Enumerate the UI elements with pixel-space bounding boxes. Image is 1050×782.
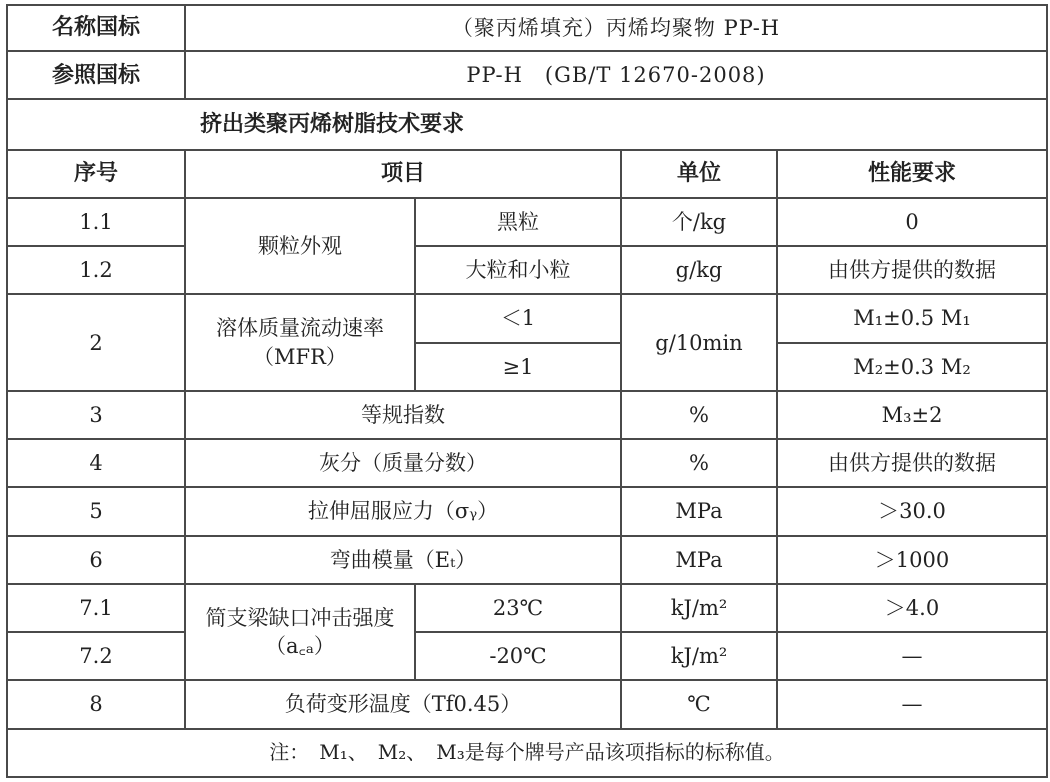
row-no: 4 bbox=[7, 439, 185, 487]
row-no: 3 bbox=[7, 391, 185, 439]
name-label: 名称国标 bbox=[7, 5, 185, 51]
row-no: 1.1 bbox=[7, 198, 185, 246]
row-unit: g/kg bbox=[621, 246, 777, 294]
row-req: 由供方提供的数据 bbox=[777, 246, 1047, 294]
table-row bbox=[7, 487, 1047, 535]
table-row bbox=[7, 584, 1047, 632]
row-no: 6 bbox=[7, 536, 185, 584]
table-row bbox=[7, 246, 1047, 294]
row-sub: ≥1 bbox=[415, 343, 621, 391]
row-unit: g/10min bbox=[621, 294, 777, 391]
name-value: （聚丙烯填充）丙烯均聚物 PP-H bbox=[185, 5, 1047, 51]
row-req: 由供方提供的数据 bbox=[777, 439, 1047, 487]
table-row bbox=[7, 680, 1047, 728]
ref-label: 参照国标 bbox=[7, 51, 185, 99]
table-note: 注： M₁、 M₂、 M₃是每个牌号产品该项指标的标称值。 bbox=[7, 729, 1047, 777]
header-unit: 单位 bbox=[621, 150, 777, 198]
header-no: 序号 bbox=[7, 150, 185, 198]
row-unit: kJ/m² bbox=[621, 584, 777, 632]
row-group: 简支梁缺口冲击强度（a꜀ₐ） bbox=[185, 584, 415, 681]
section-title: 挤出类聚丙烯树脂技术要求 bbox=[7, 99, 1047, 149]
table-row bbox=[7, 198, 1047, 246]
spec-table bbox=[6, 4, 1048, 778]
row-req: ＞30.0 bbox=[777, 487, 1047, 535]
row-sub: 大粒和小粒 bbox=[415, 246, 621, 294]
row-sub: 黑粒 bbox=[415, 198, 621, 246]
ref-value: PP-H (GB/T 12670-2008) bbox=[185, 51, 1047, 99]
row-no: 7.2 bbox=[7, 632, 185, 680]
table-row bbox=[7, 632, 1047, 680]
row-unit: % bbox=[621, 391, 777, 439]
row-item: 灰分（质量分数） bbox=[185, 439, 621, 487]
row-no: 5 bbox=[7, 487, 185, 535]
header-req: 性能要求 bbox=[777, 150, 1047, 198]
row-sub: 23℃ bbox=[415, 584, 621, 632]
row-unit: % bbox=[621, 439, 777, 487]
row-req: ＞4.0 bbox=[777, 584, 1047, 632]
row-unit: kJ/m² bbox=[621, 632, 777, 680]
table-row bbox=[7, 536, 1047, 584]
row-unit: 个/kg bbox=[621, 198, 777, 246]
row-req: M₂±0.3 M₂ bbox=[777, 343, 1047, 391]
row-item: 负荷变形温度（Tf0.45） bbox=[185, 680, 621, 728]
row-sub: -20℃ bbox=[415, 632, 621, 680]
row-group: 颗粒外观 bbox=[185, 198, 415, 295]
table-row bbox=[7, 439, 1047, 487]
row-req: M₁±0.5 M₁ bbox=[777, 294, 1047, 342]
row-no: 7.1 bbox=[7, 584, 185, 632]
row-req: M₃±2 bbox=[777, 391, 1047, 439]
row-req: — bbox=[777, 680, 1047, 728]
table-row bbox=[7, 294, 1047, 342]
row-req: 0 bbox=[777, 198, 1047, 246]
row-sub: ＜1 bbox=[415, 294, 621, 342]
row-unit: MPa bbox=[621, 487, 777, 535]
row-item: 等规指数 bbox=[185, 391, 621, 439]
row-no: 1.2 bbox=[7, 246, 185, 294]
row-item: 拉伸屈服应力（σᵧ） bbox=[185, 487, 621, 535]
row-no: 2 bbox=[7, 294, 185, 391]
table-row bbox=[7, 391, 1047, 439]
row-group: 溶体质量流动速率（MFR） bbox=[185, 294, 415, 391]
row-item: 弯曲模量（Eₜ） bbox=[185, 536, 621, 584]
row-unit: ℃ bbox=[621, 680, 777, 728]
row-req: ＞1000 bbox=[777, 536, 1047, 584]
row-unit: MPa bbox=[621, 536, 777, 584]
row-req: — bbox=[777, 632, 1047, 680]
header-item: 项目 bbox=[185, 150, 621, 198]
row-no: 8 bbox=[7, 680, 185, 728]
